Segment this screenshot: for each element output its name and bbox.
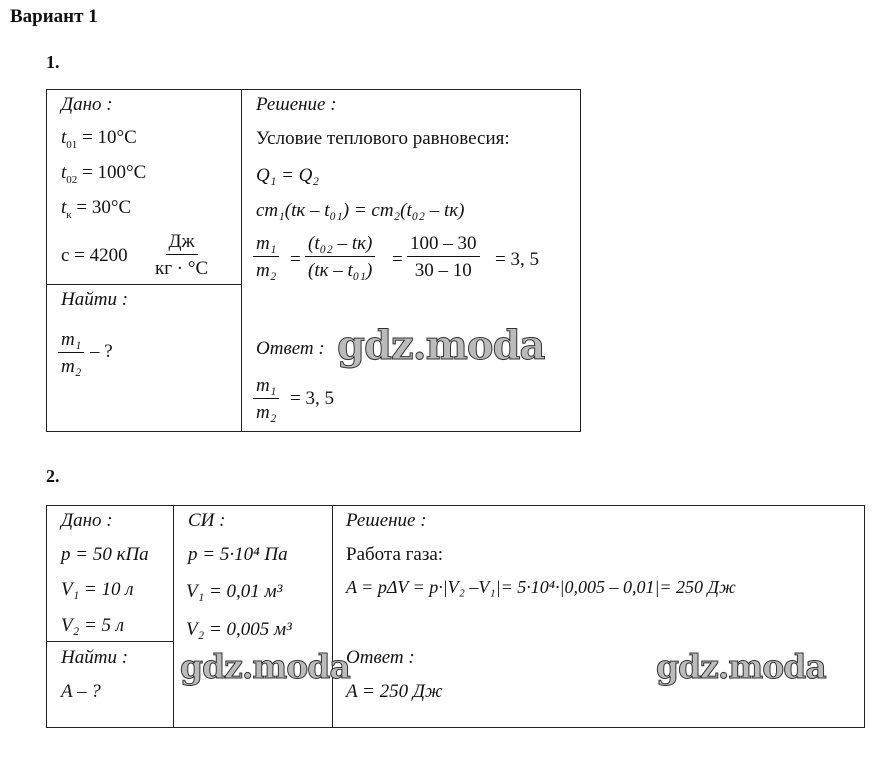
equation-2: cm₁(tк – t₀₁) = cm₂(t₀₂ – tк) [256, 200, 465, 221]
ratio-result: = 3, 5 [495, 249, 539, 270]
find-header-2: Найти : [61, 647, 129, 668]
answer-value: = 3, 5 [290, 388, 334, 409]
answer-header: Ответ : [256, 338, 325, 359]
equals-sign-1: = [290, 249, 301, 270]
given-header-2: Дано : [61, 510, 113, 531]
si-v1: V₁ = 0,01 м³ [186, 581, 283, 602]
answer-header-2: Ответ : [346, 647, 415, 668]
given-t01: $t_{01} = 10^\circ C$ [61, 127, 137, 151]
si-header: СИ : [188, 510, 226, 531]
si-v2: V₂ = 0,005 м³ [186, 619, 292, 640]
answer-work: A = 250 Дж [346, 681, 443, 702]
find-header: Найти : [61, 289, 129, 310]
problem-2-number: 2. [46, 466, 60, 486]
equals-sign-2: = [392, 249, 403, 270]
given-v1: V₁ = 10 л [61, 579, 134, 600]
watermark-logo: gdz.moda [337, 322, 545, 369]
given-t02: $t_{02} = 100^\circ C$ [61, 162, 147, 186]
given-header: Дано : [61, 94, 113, 115]
given-p: p = 50 кПа [61, 544, 149, 565]
page-title: Вариант 1 [10, 6, 98, 27]
find-ratio: $\frac{\text{m₁}}{\text{m₂}}$ [58, 330, 84, 376]
find-question: – ? [90, 341, 113, 362]
solution-header: Решение : [256, 94, 337, 115]
problem-1-number: 1. [46, 52, 60, 72]
given-c-unit: Дж кг · °C [155, 231, 209, 279]
given-v2: V₂ = 5 л [61, 615, 125, 636]
find-work: A – ? [61, 681, 101, 702]
ratio-lhs: $\frac{\text{m₁}}{\text{m₂}}$ [253, 234, 279, 280]
equation-1: Q₁ = Q₂ [256, 165, 319, 186]
watermark-logo-2: gdz.moda [180, 647, 350, 686]
work-label: Работа газа: [346, 544, 444, 565]
ratio-temps: (t₀₂ – tк) (tк – t₀₁) [305, 234, 375, 280]
work-formula: A = pΔV = p·|V₂ –V₁|= 5·10⁴·|0,005 – 0,01|= 250 Дж [346, 577, 736, 597]
given-tk: $t_к = 30^\circ C$ [61, 197, 132, 221]
ratio-numbers: $\frac{100 - 30}{30 - 10}$ [407, 234, 480, 280]
watermark-logo-3: gdz.moda [656, 647, 826, 686]
answer-ratio: $\frac{\text{m₁}}{\text{m₂}}$ [253, 376, 279, 422]
solution-header-2: Решение : [346, 510, 427, 531]
given-c: c = 4200 [61, 245, 128, 266]
si-p: p = 5·10⁴ Па [188, 544, 288, 565]
condition-text: Условие теплового равновесия: [256, 128, 510, 149]
